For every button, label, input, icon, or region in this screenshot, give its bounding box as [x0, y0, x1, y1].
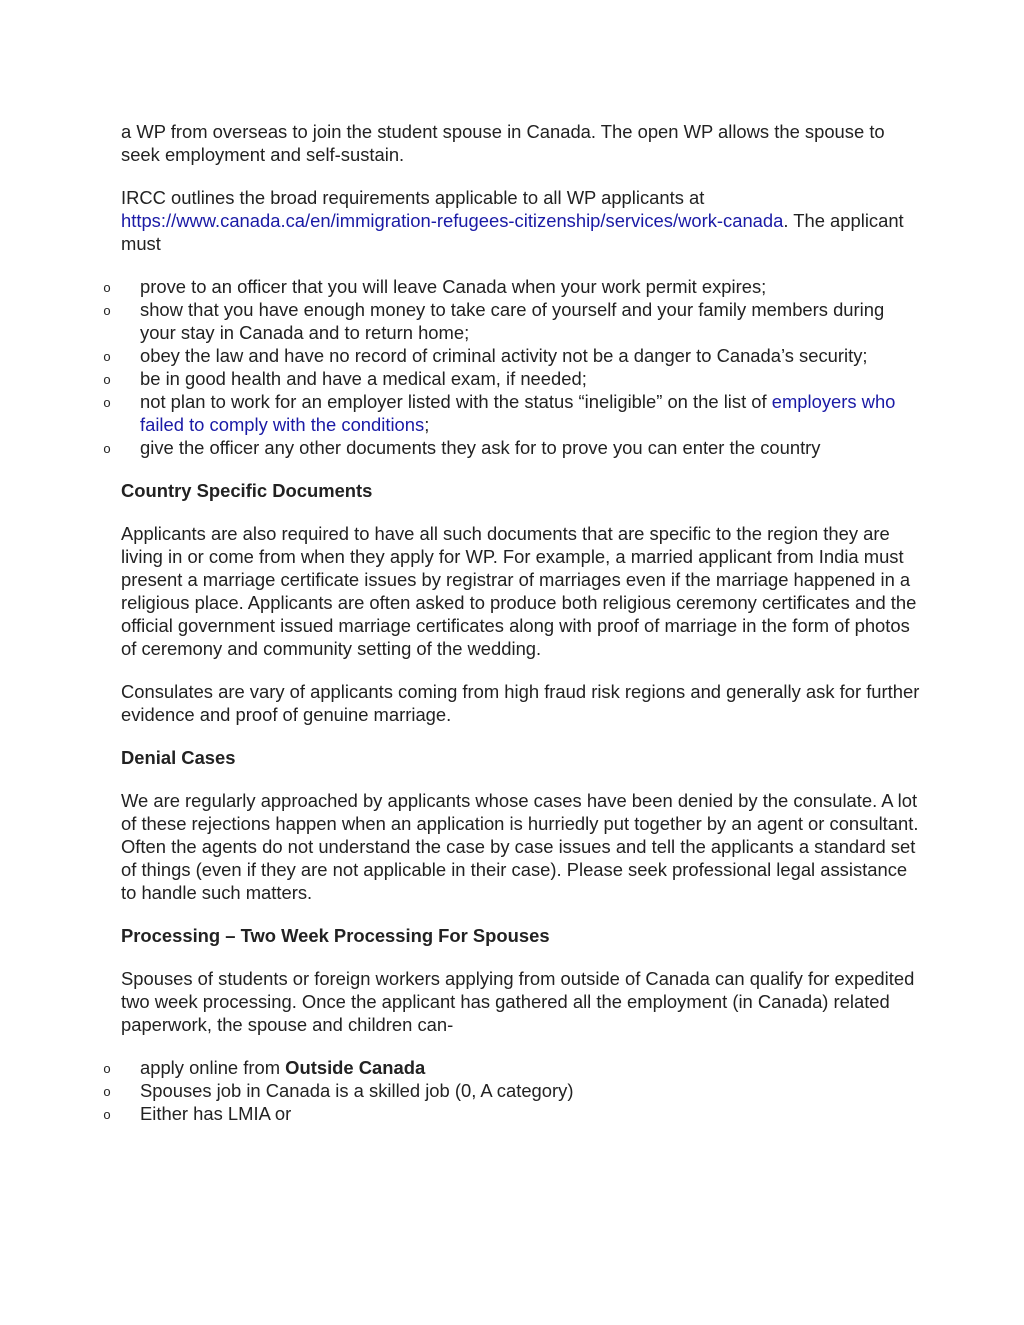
requirements-intro-text: IRCC outlines the broad requirements applicable to all WP applicants at: [121, 187, 705, 208]
work-canada-link[interactable]: https://www.canada.ca/en/immigration-refugees-citizenship/services/work-canada: [121, 210, 784, 231]
heading-processing: Processing – Two Week Processing For Spouses: [121, 925, 550, 946]
bullet-icon: o: [103, 395, 111, 410]
processing-paragraph: Spouses of students or foreign workers applying from outside of Canada can qualify for expedited two week processing. Once the applicant has gathered all the employment (in Canada) related paperwork, the spouse and children can-: [121, 968, 915, 1035]
heading-country-specific-documents: Country Specific Documents: [121, 480, 373, 501]
list-item-text: give the officer any other documents they ask for to prove you can enter the country: [140, 437, 821, 458]
list-item-text: Spouses job in Canada is a skilled job (0, A category): [140, 1080, 574, 1101]
requirements-intro-tail: . The applicant must: [121, 210, 904, 254]
list-item: [100, 367, 921, 390]
bullet-icon: o: [103, 1061, 111, 1076]
intro-paragraph: a WP from overseas to join the student spouse in Canada. The open WP allows the spouse to seek employment and self-sustain.: [121, 121, 885, 165]
list-item-text: show that you have enough money to take care of yourself and your family members during your stay in Canada and to return home;: [140, 299, 885, 343]
list-item: [100, 344, 921, 367]
processing-list: [100, 1056, 921, 1125]
list-item-text: not plan to work for an employer listed with the status “ineligible” on the list of: [140, 391, 772, 412]
country-documents-paragraph: Applicants are also required to have all such documents that are specific to the region they are living in or come from when they apply for WP. For example, a married applicant from India must present a marriage certificate issues by registrar of marriages even if the marriage happened in a religious place. Applicants are often asked to produce both religious ceremony certificates and the official government issued marriage certificates along with proof of marriage in the form of photos of ceremony and community setting of the wedding.: [121, 523, 917, 659]
bullet-icon: o: [103, 1084, 111, 1099]
ineligible-employers-link[interactable]: employers who failed to comply with the conditions: [140, 391, 896, 435]
heading-denial-cases: Denial Cases: [121, 747, 236, 768]
list-item: [100, 1102, 921, 1125]
bullet-icon: o: [103, 349, 111, 364]
requirements-intro-paragraph: [121, 186, 921, 255]
document-page: [103, 120, 921, 1145]
bullet-icon: o: [103, 303, 111, 318]
list-item-text: Either has LMIA or: [140, 1103, 292, 1124]
denial-cases-paragraph: We are regularly approached by applicants whose cases have been denied by the consulate. A lot of these rejections happen when an application is hurriedly put together by an agent or consultant. Often the agents do not understand the case by case issues and tell the applicants a standard set of things (even if they are not applicable in their case). Please seek professional legal assistance to handle such matters.: [121, 790, 919, 903]
consulates-paragraph: Consulates are vary of applicants coming from high fraud risk regions and generally ask for further evidence and proof of genuine marriage.: [121, 681, 920, 725]
list-item: [100, 1056, 921, 1079]
bullet-icon: o: [103, 280, 111, 295]
list-item: [100, 436, 921, 459]
bullet-icon: o: [103, 441, 111, 456]
list-item-text: obey the law and have no record of criminal activity not be a danger to Canada’s security;: [140, 345, 868, 366]
list-item-tail: ;: [424, 414, 430, 435]
list-item-text: be in good health and have a medical exam, if needed;: [140, 368, 587, 389]
list-item-text: apply online from: [140, 1057, 286, 1078]
list-item: [100, 390, 921, 436]
bullet-icon: o: [103, 1107, 111, 1122]
list-item: [100, 1079, 921, 1102]
bullet-icon: o: [103, 372, 111, 387]
list-item: [100, 275, 921, 298]
list-item: [100, 298, 921, 344]
outside-canada-emphasis: Outside Canada: [285, 1057, 426, 1078]
list-item-text: prove to an officer that you will leave Canada when your work permit expires;: [140, 276, 767, 297]
requirements-list: [100, 275, 921, 459]
